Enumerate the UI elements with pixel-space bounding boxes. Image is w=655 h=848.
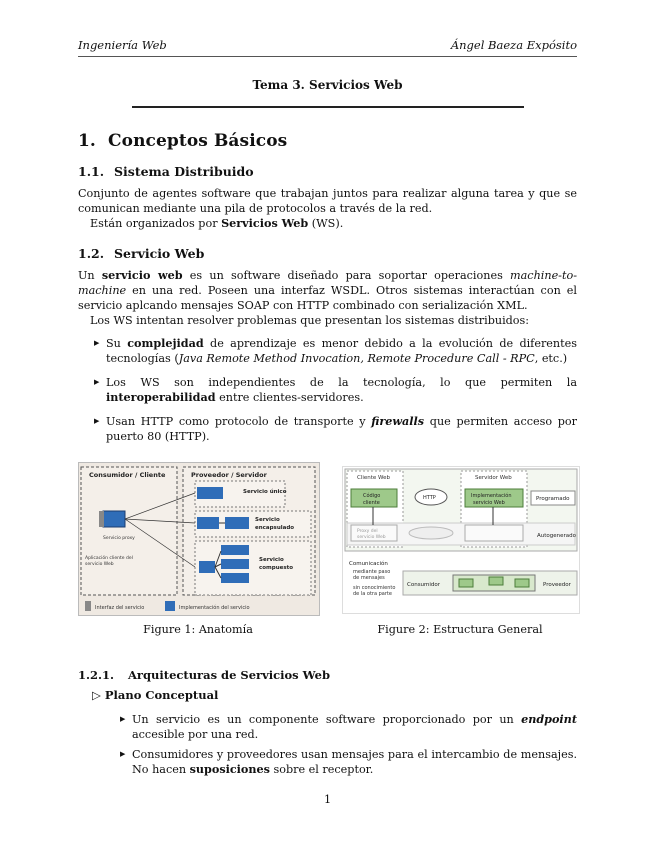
list-item: ▶ Consumidores y proveedores usan mensajes para el intercambio de mensajes. No hacen suposiciones sobre el receptor. — [120, 748, 577, 776]
list-item: ▶ Su complejidad de aprendizaje es menor debido a la evolución de diferentes tecnologías (Java Remote Method Invocation, Remote Procedure Call - RPC, etc.) — [94, 336, 577, 365]
header-rule — [78, 56, 577, 57]
subsection-heading-1-2 — [78, 246, 204, 261]
page-number: 1 — [323, 793, 332, 806]
structure-diagram — [343, 467, 579, 613]
list-item: ▶ Un servicio es un componente software proporcionado por un endpoint accesible por una red. — [120, 712, 577, 741]
triangle-bullet-icon: ▶ — [94, 339, 100, 347]
header-course: Ingeniería Web — [78, 38, 167, 52]
svg-text:de mensajes: de mensajes — [353, 575, 385, 581]
right-triangle-icon: ▷ — [92, 688, 105, 702]
paragraph-text: Están organizados por Servicios Web (WS). — [90, 216, 344, 230]
svg-text:servicio Web: servicio Web — [357, 535, 386, 540]
document-title: Tema 3. Servicios Web — [252, 78, 403, 92]
subsection-number: 1.1. — [78, 164, 105, 179]
svg-text:Servidor Web: Servidor Web — [475, 475, 512, 481]
svg-text:Servicio único: Servicio único — [243, 489, 287, 495]
svg-text:Implementación: Implementación — [471, 493, 512, 499]
list-item: ▶ Usan HTTP como protocolo de transporte y firewalls que permiten acceso por puerto 80 (HTTP). — [94, 414, 577, 443]
triangle-bullet-icon: ▶ — [94, 378, 100, 386]
svg-text:Interfaz del servicio: Interfaz del servicio — [95, 605, 145, 611]
svg-text:Servicio proxy: Servicio proxy — [103, 536, 135, 541]
figure-general-structure — [342, 466, 580, 614]
paragraph-web-service — [78, 268, 577, 328]
svg-text:Programado: Programado — [536, 496, 570, 502]
svg-text:de la otra parte: de la otra parte — [353, 591, 392, 597]
svg-text:Autogenerado: Autogenerado — [537, 533, 577, 539]
subsection-title: Servicio Web — [114, 246, 205, 261]
section-number: 1. — [78, 131, 96, 151]
svg-text:Aplicación cliente del: Aplicación cliente del — [85, 556, 133, 561]
svg-text:Consumidor: Consumidor — [407, 582, 441, 588]
subsection-number: 1.2. — [78, 246, 105, 261]
header-author: Ángel Baeza Expósito — [450, 38, 577, 52]
svg-text:Comunicación: Comunicación — [349, 561, 388, 567]
svg-text:Código: Código — [363, 493, 381, 499]
section-heading — [78, 131, 288, 151]
svg-text:Implementación del servicio: Implementación del servicio — [179, 605, 250, 611]
conceptual-plane-list — [120, 712, 577, 782]
triangle-bullet-icon: ▶ — [120, 750, 126, 758]
svg-text:encapsulado: encapsulado — [255, 525, 295, 531]
paragraph-distributed-system — [78, 186, 577, 231]
svg-text:Proveedor: Proveedor — [543, 582, 571, 588]
paragraph-text: Los WS intentan resolver problemas que presentan los sistemas distribuidos: — [90, 314, 530, 327]
list-item: ▶ Los WS son independientes de la tecnología, lo que permiten la interoperabilidad entre clientes-servidores. — [94, 376, 577, 404]
subsubsection-title: Arquitecturas de Servicios Web — [128, 668, 330, 682]
subsubsection-number: 1.2.1. — [78, 668, 115, 682]
ws-problems-list — [94, 336, 577, 453]
svg-text:Proxy del: Proxy del — [357, 529, 378, 534]
section-title: Conceptos Básicos — [108, 131, 288, 151]
svg-text:cliente: cliente — [363, 500, 380, 506]
paragraph-text: Conjunto de agentes software que trabajan juntos para realizar alguna tarea y que se comunican mediante una pila de protocolos a través de la red. — [78, 187, 577, 215]
anatomy-diagram — [79, 463, 319, 615]
svg-text:Servicio: Servicio — [255, 517, 280, 523]
svg-text:mediante paso: mediante paso — [353, 569, 391, 575]
subsection-heading-1-1 — [78, 164, 254, 179]
svg-text:servicio Web: servicio Web — [473, 500, 505, 506]
svg-text:HTTP: HTTP — [423, 495, 436, 501]
triangle-bullet-icon: ▶ — [94, 417, 100, 425]
triangle-bullet-icon: ▶ — [120, 715, 126, 723]
svg-text:compuesto: compuesto — [259, 565, 294, 571]
svg-text:Proveedor / Servidor: Proveedor / Servidor — [191, 471, 267, 479]
subsection-title: Sistema Distribuido — [114, 164, 254, 179]
svg-text:Servicio: Servicio — [259, 557, 284, 563]
concept-heading — [92, 688, 218, 703]
svg-text:sin conocimiento: sin conocimiento — [353, 585, 396, 591]
concept-title: Plano Conceptual — [104, 688, 219, 702]
svg-text:servicio Web: servicio Web — [85, 562, 114, 567]
paragraph-text: Un servicio web es un software diseñado para soportar operaciones machine-to-machine en una red. Poseen una interfaz WSDL. Otros sistemas interactúan con el servicio aplcando mensajes SOAP con HTTP combinado con serialización XML. — [78, 268, 577, 312]
subsubsection-heading-1-2-1 — [78, 668, 330, 683]
svg-text:Cliente Web: Cliente Web — [357, 475, 391, 481]
figure-2-caption: Figure 2: Estructura General — [377, 623, 543, 636]
figure-anatomy — [78, 462, 320, 616]
figure-1-caption: Figure 1: Anatomía — [143, 623, 253, 636]
title-rule — [132, 106, 524, 108]
svg-text:Consumidor / Cliente: Consumidor / Cliente — [89, 471, 166, 479]
